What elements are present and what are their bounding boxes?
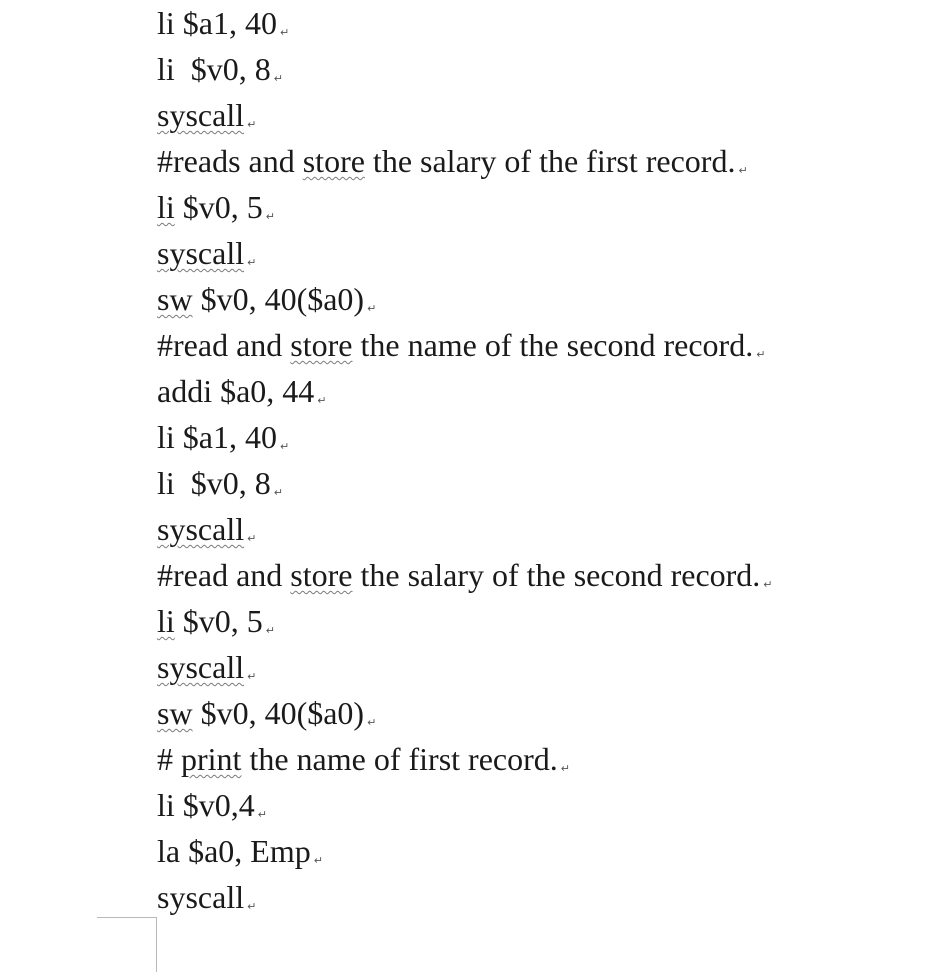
text-line[interactable] — [157, 506, 773, 552]
paragraph-mark-icon: ↵ — [313, 854, 323, 867]
text-line[interactable] — [157, 184, 773, 230]
spellcheck-word[interactable]: print — [181, 741, 242, 777]
line-text: $v0, 40($a0) — [192, 695, 365, 731]
text-line[interactable] — [157, 644, 773, 690]
paragraph-mark-icon: ↵ — [247, 256, 257, 269]
spellcheck-word[interactable]: store — [290, 557, 353, 593]
spellcheck-word[interactable]: sw — [157, 695, 193, 731]
paragraph-mark-icon: ↵ — [279, 440, 290, 453]
spellcheck-word[interactable]: sw — [157, 281, 193, 317]
spellcheck-word[interactable]: syscall — [157, 649, 245, 685]
text-line[interactable] — [157, 690, 773, 736]
line-prefix: #reads and — [157, 143, 303, 179]
text-line[interactable] — [157, 736, 773, 782]
paragraph-mark-icon: ↵ — [247, 670, 257, 683]
spellcheck-word[interactable]: li — [157, 189, 175, 225]
line-text: li $v0, 8 — [157, 51, 271, 87]
paragraph-mark-icon: ↵ — [265, 624, 275, 637]
line-prefix: # — [157, 741, 181, 777]
line-text: syscall — [157, 879, 245, 915]
spellcheck-word[interactable]: li — [157, 603, 175, 639]
line-text: li $a1, 40 — [157, 419, 277, 455]
spellcheck-word[interactable]: syscall — [157, 235, 245, 271]
line-text: the name of the second record. — [352, 327, 754, 363]
paragraph-mark-icon: ↵ — [367, 716, 377, 729]
text-line[interactable] — [157, 598, 773, 644]
line-text: la $a0, Emp — [157, 833, 311, 869]
line-prefix: #read and — [157, 557, 291, 593]
text-line[interactable] — [157, 782, 773, 828]
text-line[interactable] — [157, 460, 773, 506]
paragraph-mark-icon: ↵ — [279, 26, 290, 39]
paragraph-mark-icon: ↵ — [317, 394, 327, 407]
text-line[interactable] — [157, 0, 773, 46]
text-line[interactable] — [157, 414, 773, 460]
paragraph-mark-icon: ↵ — [265, 210, 275, 223]
paragraph-mark-icon: ↵ — [247, 118, 257, 131]
text-line[interactable] — [157, 322, 773, 368]
line-text: li $v0,4 — [157, 787, 255, 823]
page-margin-corner-vertical — [156, 917, 157, 972]
paragraph-mark-icon: ↵ — [247, 900, 257, 913]
spellcheck-word[interactable]: syscall — [157, 97, 245, 133]
text-line[interactable] — [157, 368, 773, 414]
paragraph-mark-icon: ↵ — [560, 762, 570, 775]
line-text: the salary of the second record. — [352, 557, 761, 593]
line-text: $v0, 40($a0) — [192, 281, 365, 317]
text-line[interactable] — [157, 92, 773, 138]
paragraph-mark-icon: ↵ — [763, 578, 773, 591]
page-margin-corner-horizontal — [97, 917, 157, 918]
text-line[interactable] — [157, 552, 773, 598]
line-text: li $v0, 8 — [157, 465, 271, 501]
line-text: the salary of the first record. — [364, 143, 736, 179]
text-line[interactable] — [157, 46, 773, 92]
paragraph-mark-icon: ↵ — [738, 164, 748, 177]
text-line[interactable] — [157, 276, 773, 322]
line-text: li $a1, 40 — [157, 5, 277, 41]
line-prefix: #read and — [157, 327, 291, 363]
text-line[interactable] — [157, 874, 773, 920]
line-text: $v0, 5 — [174, 189, 263, 225]
paragraph-mark-icon: ↵ — [273, 486, 283, 499]
paragraph-mark-icon: ↵ — [756, 348, 766, 361]
text-line[interactable] — [157, 138, 773, 184]
line-text: addi $a0, 44 — [157, 373, 315, 409]
document-body[interactable] — [157, 0, 773, 920]
spellcheck-word[interactable]: syscall — [157, 511, 245, 547]
paragraph-mark-icon: ↵ — [257, 808, 267, 821]
line-text: $v0, 5 — [174, 603, 263, 639]
text-line[interactable] — [157, 828, 773, 874]
paragraph-mark-icon: ↵ — [367, 302, 377, 315]
paragraph-mark-icon: ↵ — [247, 532, 257, 545]
paragraph-mark-icon: ↵ — [273, 72, 283, 85]
text-line[interactable] — [157, 230, 773, 276]
line-text: the name of first record. — [241, 741, 558, 777]
spellcheck-word[interactable]: store — [290, 327, 353, 363]
spellcheck-word[interactable]: store — [302, 143, 365, 179]
